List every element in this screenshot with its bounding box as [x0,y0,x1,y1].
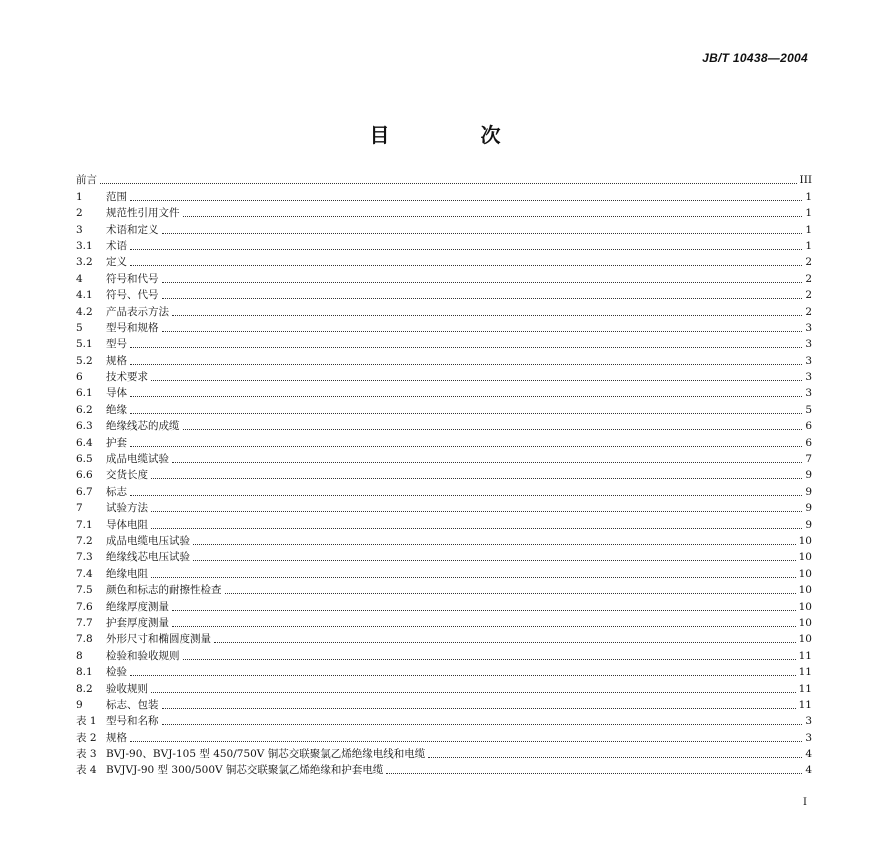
toc-dot-leader [225,593,796,594]
toc-entry-label: 成品电缆试验 [106,453,169,466]
toc-entry[interactable] [76,761,812,777]
toc-entry[interactable] [76,564,812,580]
toc-entry[interactable] [76,220,812,236]
toc-entry-page: 9 [805,502,812,515]
toc-dot-leader [130,249,802,250]
toc-entry-page: 10 [798,567,812,580]
toc-entry-number: 6.1 [76,387,93,400]
toc-entry-number: 6.5 [76,453,93,466]
toc-entry-label: 符号和代号 [106,272,159,285]
toc-entry[interactable] [76,384,812,400]
toc-dot-leader [183,216,803,217]
toc-entry-number: 7.6 [76,600,93,613]
toc-entry-number: 表 1 [76,715,97,728]
toc-entry[interactable] [76,548,812,564]
toc-dot-leader [130,446,802,447]
toc-entry-label: 型号和规格 [106,321,159,334]
toc-dot-leader [162,298,803,299]
toc-dot-leader [130,347,802,348]
toc-entry-page: 3 [805,321,812,334]
toc-entry-label: 检验和验收规则 [106,649,180,662]
toc-entry-number: 8.1 [76,666,93,679]
toc-dot-leader [172,610,796,611]
toc-entry[interactable] [76,515,812,531]
toc-dot-leader [162,708,796,709]
toc-entry-label: 绝缘 [106,403,127,416]
toc-entry-label: 护套厚度测量 [106,616,169,629]
toc-entry-label: 外形尺寸和椭圆度测量 [106,633,211,646]
toc-entry-label: 技术要求 [106,371,148,384]
toc-entry-page: 7 [805,453,812,466]
toc-dot-leader [151,380,802,381]
toc-entry-label: 范围 [106,190,127,203]
toc-entry-page: 3 [805,354,812,367]
toc-entry[interactable] [76,581,812,597]
toc-entry[interactable] [76,614,812,630]
toc-entry-number: 6.2 [76,403,93,416]
toc-entry[interactable] [76,417,812,433]
toc-entry-label: 绝缘厚度测量 [106,600,169,613]
toc-entry-page: 10 [798,534,812,547]
toc-dot-leader [183,429,803,430]
toc-entry-label: 型号和名称 [106,715,159,728]
toc-entry-number: 5.2 [76,354,93,367]
toc-entry-page: 3 [805,338,812,351]
toc-entry-label: 规范性引用文件 [106,207,180,220]
toc-dot-leader [130,495,802,496]
toc-entry-number: 5 [76,321,83,334]
toc-entry-page: 3 [805,715,812,728]
toc-entry-page: 10 [798,633,812,646]
toc-entry-number: 表 4 [76,764,97,777]
toc-entry-page: 3 [805,731,812,744]
document-code: JB/T 10438—2004 [702,51,808,65]
toc-entry-label: 导体电阻 [106,518,148,531]
toc-entry-label: 标志 [106,485,127,498]
toc-entry-page: 10 [798,551,812,564]
toc-entry-label: 定义 [106,256,127,269]
toc-entry-label: 成品电缆电压试验 [106,534,190,547]
toc-dot-leader [151,577,796,578]
toc-entry-number: 7.5 [76,584,93,597]
toc-entry[interactable] [76,237,812,253]
toc-entry-page: 1 [805,239,812,252]
toc-dot-leader [130,675,796,676]
toc-dot-leader [151,528,802,529]
toc-entry[interactable] [76,351,812,367]
toc-entry-page: 10 [798,616,812,629]
toc-entry-label: 符号、代号 [106,289,159,302]
toc-entry[interactable] [76,286,812,302]
toc-entry-label: 绝缘线芯的成缆 [106,420,180,433]
toc-entry[interactable] [76,204,812,220]
toc-entry-label: 试验方法 [106,502,148,515]
toc-dot-leader [214,642,796,643]
toc-entry-number: 9 [76,698,83,711]
toc-entry-number: 6.7 [76,485,93,498]
toc-entry-number: 6.3 [76,420,93,433]
toc-entry-page: 4 [805,748,812,761]
toc-entry[interactable] [76,482,812,498]
toc-entry[interactable] [76,319,812,335]
toc-entry[interactable] [76,712,812,728]
toc-dot-leader [386,773,802,774]
toc-entry-number: 4.2 [76,305,93,318]
toc-entry[interactable] [76,646,812,662]
toc-entry-label: 前言 [76,174,97,187]
toc-entry-label: 术语和定义 [106,223,159,236]
toc-entry-page: 6 [805,420,812,433]
toc-entry[interactable] [76,745,812,761]
toc-entry[interactable] [76,466,812,482]
toc-entry[interactable] [76,433,812,449]
toc-entry-number: 3.1 [76,239,93,252]
toc-entry-page: 3 [805,371,812,384]
toc-entry-page: 1 [805,223,812,236]
toc-entry-label: 交货长度 [106,469,148,482]
toc-entry-number: 7.8 [76,633,93,646]
toc-dot-leader [162,233,803,234]
toc-entry[interactable] [76,630,812,646]
toc-entry-number: 7.7 [76,616,93,629]
toc-dot-leader [130,200,802,201]
toc-entry-number: 7.1 [76,518,93,531]
toc-entry-number: 4.1 [76,289,93,302]
toc-entry-label: 绝缘电阻 [106,567,148,580]
toc-entry-page: 3 [805,387,812,400]
toc-entry[interactable] [76,400,812,416]
toc-entry-number: 5.1 [76,338,93,351]
toc-entry-number: 7 [76,502,83,515]
toc-dot-leader [172,626,796,627]
toc-entry-label: BVJVJ-90 型 300/500V 铜芯交联聚氯乙烯绝缘和护套电缆 [106,764,384,777]
toc-entry[interactable] [76,302,812,318]
toc-entry-page: 5 [805,403,812,416]
toc-entry-page: 9 [805,518,812,531]
table-of-contents [76,171,812,777]
toc-entry-number: 3.2 [76,256,93,269]
toc-entry-page: 10 [798,600,812,613]
toc-entry[interactable] [76,269,812,285]
toc-dot-leader [130,413,802,414]
toc-entry-page: 2 [805,305,812,318]
toc-dot-leader [162,331,803,332]
toc-dot-leader [130,741,802,742]
toc-dot-leader [130,364,802,365]
toc-dot-leader [130,265,802,266]
toc-entry[interactable] [76,696,812,712]
toc-dot-leader [193,560,796,561]
toc-entry[interactable] [76,663,812,679]
toc-entry-number: 表 3 [76,748,97,761]
toc-dot-leader [428,757,802,758]
toc-entry-number: 6 [76,371,83,384]
toc-entry[interactable] [76,450,812,466]
toc-entry-page: 1 [805,190,812,203]
toc-entry-label: 规格 [106,354,127,367]
toc-entry-label: 导体 [106,387,127,400]
toc-entry-page: 2 [805,289,812,302]
toc-entry-page: 2 [805,272,812,285]
toc-entry[interactable] [76,728,812,744]
toc-entry-number: 7.3 [76,551,93,564]
toc-entry-number: 3 [76,223,83,236]
toc-dot-leader [162,282,803,283]
toc-dot-leader [151,511,802,512]
toc-entry-number: 4 [76,272,83,285]
toc-entry[interactable] [76,499,812,515]
toc-dot-leader [151,478,802,479]
toc-entry-label: 型号 [106,338,127,351]
toc-dot-leader [151,692,796,693]
toc-entry-page: 11 [798,666,812,679]
toc-entry-page: 6 [805,436,812,449]
toc-entry-number: 8.2 [76,682,93,695]
toc-entry-number: 7.4 [76,567,93,580]
toc-entry-label: BVJ-90、BVJ-105 型 450/750V 铜芯交联聚氯乙烯绝缘电线和电缆 [106,748,426,761]
toc-entry-page: III [799,174,812,187]
toc-entry-page: 11 [798,682,812,695]
toc-entry[interactable] [76,532,812,548]
toc-entry-page: 10 [798,584,812,597]
toc-entry-number: 7.2 [76,534,93,547]
toc-entry-number: 1 [76,190,83,203]
toc-dot-leader [172,315,802,316]
toc-entry-number: 8 [76,649,83,662]
toc-entry[interactable] [76,679,812,695]
toc-entry[interactable] [76,335,812,351]
toc-entry[interactable] [76,368,812,384]
toc-dot-leader [193,544,796,545]
toc-entry-label: 术语 [106,239,127,252]
toc-entry-number: 表 2 [76,731,97,744]
toc-entry-page: 1 [805,207,812,220]
toc-entry-label: 绝缘线芯电压试验 [106,551,190,564]
toc-dot-leader [130,396,802,397]
toc-entry-label: 产品表示方法 [106,305,169,318]
toc-entry-page: 11 [798,649,812,662]
toc-dot-leader [100,183,797,184]
toc-entry-page: 11 [798,698,812,711]
toc-entry-page: 4 [805,764,812,777]
toc-entry-label: 标志、包装 [106,698,159,711]
toc-entry[interactable] [76,187,812,203]
toc-entry[interactable] [76,253,812,269]
toc-entry-page: 9 [805,485,812,498]
toc-entry-label: 验收规则 [106,682,148,695]
toc-entry-label: 规格 [106,731,127,744]
toc-entry-page: 9 [805,469,812,482]
toc-entry[interactable] [76,171,812,187]
toc-entry[interactable] [76,597,812,613]
toc-entry-number: 2 [76,207,83,220]
toc-entry-label: 颜色和标志的耐擦性检查 [106,584,222,597]
toc-dot-leader [172,462,802,463]
toc-entry-number: 6.6 [76,469,93,482]
page-title: 目 次 [369,123,543,147]
toc-dot-leader [162,724,803,725]
toc-entry-number: 6.4 [76,436,93,449]
toc-dot-leader [183,659,796,660]
toc-entry-label: 护套 [106,436,127,449]
toc-entry-page: 2 [805,256,812,269]
toc-entry-label: 检验 [106,666,127,679]
page-number: I [803,797,807,808]
